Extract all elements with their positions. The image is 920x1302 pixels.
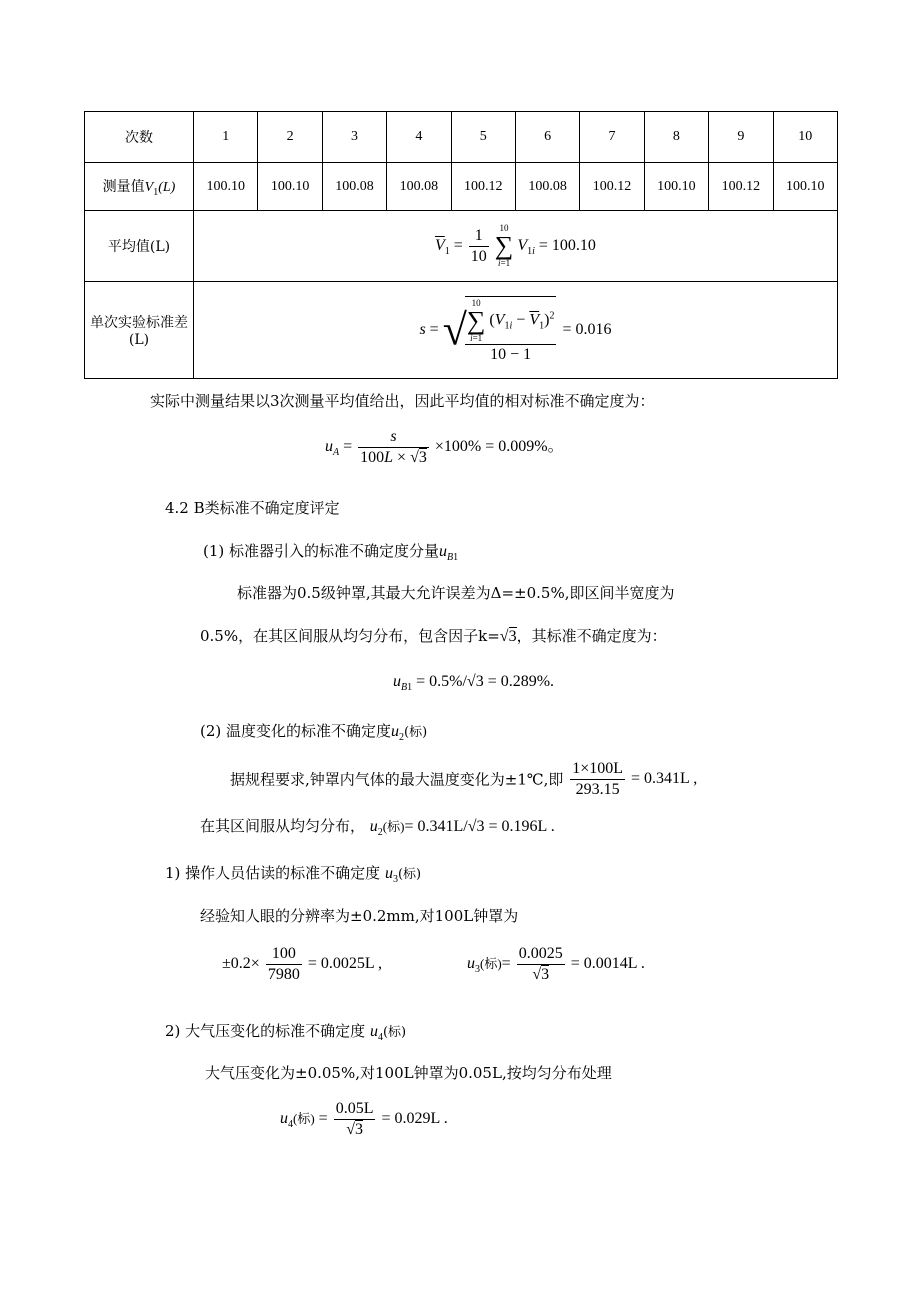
measurement-table: [84, 111, 838, 379]
trial-number: 10: [773, 112, 837, 163]
measured-value: 100.08: [515, 163, 579, 211]
table-row: [85, 282, 838, 379]
item2-title: (2) 温度变化的标准不确定度$u_2$(标): [200, 722, 428, 743]
std-label: 单次实验标准差(L): [85, 282, 194, 379]
item4-title: 2) 大气压变化的标准不确定度 $u_4$(标): [165, 1022, 407, 1043]
item3-title: 1) 操作人员估读的标准不确定度 $u_3$(标): [165, 864, 422, 885]
item1-title: (1) 标准器引入的标准不确定度分量$u_{B1}$: [203, 542, 459, 563]
item2-text-2: 在其区间服从均匀分布， $u_2$(标)= 0.341L/√3 = 0.196L .: [200, 817, 555, 838]
measured-value: 100.12: [709, 163, 773, 211]
item1-text: 标准器为0.5级钟罩,其最大允许误差为Δ=±0.5%,即区间半宽度为: [237, 584, 675, 602]
measured-value: 100.10: [773, 163, 837, 211]
mean-result: = 100.10: [538, 236, 596, 254]
measured-value: 100.10: [258, 163, 322, 211]
mean-formula: $\overline{V}_1$ = $\frac{1}{10}$ 10 ∑ i=1 $V_{1i} = 100.10$: [194, 211, 838, 282]
table-row: [85, 211, 838, 282]
measured-value: 100.12: [580, 163, 644, 211]
item3-text: 经验知人眼的分辨率为±0.2mm,对100L钟罩为: [200, 907, 519, 925]
equation-ub1: $u_{B1} = 0.5\%/√3 = 0.289\%$.: [393, 673, 555, 693]
table-row: [85, 112, 838, 163]
trial-number: 4: [387, 112, 451, 163]
item2-text: 据规程要求,钟罩内气体的最大温度变化为±1℃,即 $\frac{1\times 100L}{293.15}$ = 0.341L ,: [230, 760, 698, 798]
ua-result: ×100% = 0.009%。: [434, 438, 564, 456]
trial-number: 2: [258, 112, 322, 163]
trial-number: 3: [322, 112, 386, 163]
trial-header: 次数: [85, 112, 194, 163]
measured-value: 100.10: [194, 163, 258, 211]
trial-number: 6: [515, 112, 579, 163]
equation-item3-b: $u_3$(标)= $\frac{0.0025}{√3}$ = 0.0014L .: [467, 945, 645, 983]
std-formula: s = √ 10 ∑ i=1 $(V_{1i} - \overline{V}_1)^2$ 10 − 1 = 0.016: [194, 282, 838, 379]
trial-number: 9: [709, 112, 773, 163]
measured-header: 测量值$V_1(L)$: [85, 163, 194, 211]
equation-ua: $u_A$ = $\frac{s}{100L \times √3}$ ×100% = 0.009%。: [325, 428, 564, 466]
equation-item4: $u_4$(标) = $\frac{0.05L}{√3}$ = 0.029L .: [280, 1100, 448, 1138]
mean-label: 平均值(L): [85, 211, 194, 282]
measured-value: 100.08: [387, 163, 451, 211]
section-heading: 4.2 B类标准不确定度评定: [165, 499, 340, 517]
measured-value: 100.10: [644, 163, 708, 211]
table-row: [85, 163, 838, 211]
item1-text-2: 0.5%，在其区间服从均匀分布，包含因子k=√3，其标准不确定度为：: [200, 627, 667, 645]
trial-number: 5: [451, 112, 515, 163]
measured-value: 100.12: [451, 163, 515, 211]
trial-number: 1: [194, 112, 258, 163]
trial-number: 8: [644, 112, 708, 163]
equation-item3-a: ±0.2× $\frac{100}{7980}$ = 0.0025L ,: [222, 945, 383, 983]
std-result: = 0.016: [562, 320, 612, 338]
measured-value: 100.08: [322, 163, 386, 211]
trial-number: 7: [580, 112, 644, 163]
mean-uncertainty-note: 实际中测量结果以3次测量平均值给出，因此平均值的相对标准不确定度为：: [150, 392, 655, 410]
item4-text: 大气压变化为±0.05%,对100L钟罩为0.05L,按均匀分布处理: [205, 1064, 612, 1082]
